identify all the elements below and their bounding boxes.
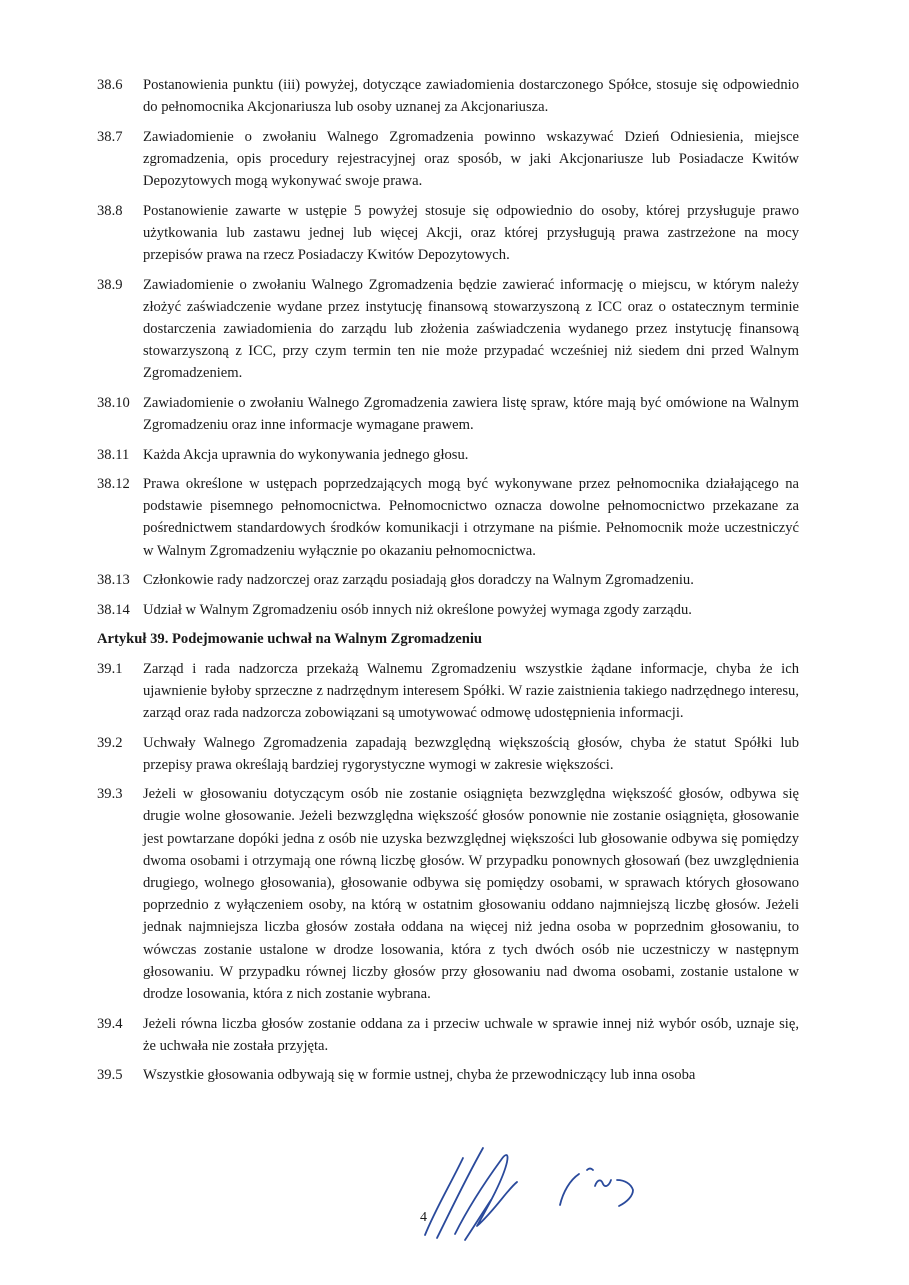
paragraph-text: Jeżeli w głosowaniu dotyczącym osób nie zostanie osiągnięta bezwzględna większość głosów, odbywa się drugie wolne głosowanie. Jeżeli bezwzględna większość głosów ponownie nie zostanie osiągnięta, głosowanie jest powtarzane dopóki jedna z osób nie uzyska bezwzględnej większości lub głosowanie odbywa się pomiędzy dwoma osobami i otrzymają one równą liczbę głosów. W przypadku ponownych głosowań (bez uwzględnienia drugiego, wolnego głosowania), głosowanie odbywa się pomiędzy osobami, w sprawach których głosowano poprzednio z wyłączeniem osoby, na którą w ostatnim głosowaniu oddano najmniejszą liczbę głosów. Jeżeli jednak najmniejsza liczba głosów została oddana na więcej niż jedna osoba w poprzednim głosowaniu, to wówczas zostanie ustalone w drodze losowania, która z tych dwóch osób nie uczestniczy w następnym głosowaniu. W przypadku równej liczby głosów przy głosowaniu nad dwoma osobami, zostanie ustalone w drodze losowania, która z nich zostanie wybrana.: [143, 786, 799, 1003]
paragraph-number: 38.9: [97, 276, 123, 293]
paragraph-text: Udział w Walnym Zgromadzeniu osób innych niż określone powyżej wymaga zgody zarządu.: [143, 601, 692, 618]
paragraph-38-14: [97, 599, 799, 621]
paragraph-number: 38.8: [97, 202, 123, 219]
article-heading: Artykuł 39. Podejmowanie uchwał na Walnym Zgromadzeniu: [97, 631, 483, 648]
paragraph-38-6: [97, 74, 799, 118]
paragraph-39-1: [97, 658, 799, 725]
paragraph-number: 38.7: [97, 128, 123, 145]
paragraph-text: Członkowie rady nadzorczej oraz zarządu posiadają głos doradczy na Walnym Zgromadzeniu.: [143, 572, 694, 589]
paragraph-text: Jeżeli równa liczba głosów zostanie oddana za i przeciw uchwale w sprawie innej niż wybór osób, uznaje się, że uchwała nie została przyjęta.: [143, 1015, 799, 1054]
paragraph-38-9: [97, 274, 799, 385]
paragraph-text: Zawiadomienie o zwołaniu Walnego Zgromadzenia zawiera listę spraw, które mają być omówione na Walnym Zgromadzeniu oraz inne informacje wymagane prawem.: [143, 394, 799, 434]
paragraph-39-5: [97, 1064, 799, 1086]
paragraph-39-3: [97, 783, 799, 1005]
paragraph-39-4: [97, 1013, 799, 1057]
paragraph-number: 38.13: [97, 572, 130, 589]
paragraph-number: 39.4: [97, 1015, 123, 1032]
paragraph-number: 39.2: [97, 734, 123, 751]
paragraph-number: 38.10: [97, 394, 130, 411]
document-body: [97, 74, 799, 1094]
paragraph-38-13: [97, 569, 799, 591]
paragraph-number: 38.14: [97, 601, 130, 618]
paragraph-text: Uchwały Walnego Zgromadzenia zapadają bezwzględną większością głosów, chyba że statut Spółki lub przepisy prawa określają bardziej rygorystyczne wymogi w zakresie większości.: [143, 734, 799, 773]
paragraph-38-7: [97, 126, 799, 193]
paragraph-number: 38.6: [97, 77, 123, 93]
paragraph-text: Zarząd i rada nadzorcza przekażą Walnemu Zgromadzeniu wszystkie żądane informacje, chyba że ich ujawnienie byłoby sprzeczne z nadrzędnym interesem Spółki. W razie zaistnienia takiego nadrzędnego interesu, zarząd oraz rada nadzorcza zobowiązani są umotywować odmowę udostępnienia informacji.: [143, 660, 799, 722]
paragraph-number: 38.12: [97, 476, 130, 493]
handwritten-signature: [405, 1130, 665, 1250]
paragraph-38-11: [97, 444, 799, 466]
paragraph-38-8: [97, 200, 799, 267]
paragraph-number: 39.1: [97, 660, 123, 677]
paragraph-text: Zawiadomienie o zwołaniu Walnego Zgromadzenia będzie zawierać informację o miejscu, w którym należy złożyć zaświadczenie wydane przez instytucję finansową stowarzyszoną z ICC oraz o ostatecznym terminie dostarczenia zawiadomienia do zarządu lub złożenia zaświadczenia wydanego przez instytucję finansową stowarzyszoną z ICC, przy czym termin ten nie może przypadać wcześniej niż siedem dni przed Walnym Zgromadzeniem.: [143, 276, 799, 382]
paragraph-number: 39.5: [97, 1067, 123, 1084]
paragraph-text: Prawa określone w ustępach poprzedzających mogą być wykonywane przez pełnomocnika działającego na podstawie pisemnego pełnomocnictwa. Pełnomocnictwo oznacza dowolne pełnomocnictwo przekazane za pośrednictwem standardowych środków komunikacji i otrzymane na piśmie. Pełnomocnik może uczestniczyć w Walnym Zgromadzeniu wyłącznie po okazaniu pełnomocnictwa.: [143, 476, 799, 559]
paragraph-text: Postanowienie zawarte w ustępie 5 powyżej stosuje się odpowiednio do osoby, której przysługuje prawo użytkowania lub zastawu jednej lub więcej Akcji, oraz której przysługują prawa zastrzeżone na mocy przepisów prawa na rzecz Posiadaczy Kwitów Depozytowych.: [143, 202, 799, 264]
paragraph-number: 39.3: [97, 786, 123, 803]
paragraph-38-12: [97, 473, 799, 562]
paragraph-number: 38.11: [97, 446, 130, 463]
paragraph-text: Każda Akcja uprawnia do wykonywania jednego głosu.: [143, 446, 469, 463]
page-number: 4: [420, 1210, 427, 1225]
paragraph-text: Zawiadomienie o zwołaniu Walnego Zgromadzenia powinno wskazywać Dzień Odniesienia, miejsce zgromadzenia, opis procedury rejestracyjnej oraz sposób, w jaki Akcjonariusze lub Posiadacze Kwitów Depozytowych mogą wykonywać swoje prawa.: [143, 128, 799, 190]
paragraph-39-2: [97, 732, 799, 776]
paragraph-text: Postanowienia punktu (iii) powyżej, dotyczące zawiadomienia dostarczonego Spółce, stosuje się odpowiednio do pełnomocnika Akcjonariusza lub osoby uznanej za Akcjonariusza.: [143, 77, 799, 116]
paragraph-38-10: [97, 392, 799, 436]
paragraph-text: Wszystkie głosowania odbywają się w formie ustnej, chyba że przewodniczący lub inna osoba: [143, 1067, 696, 1084]
